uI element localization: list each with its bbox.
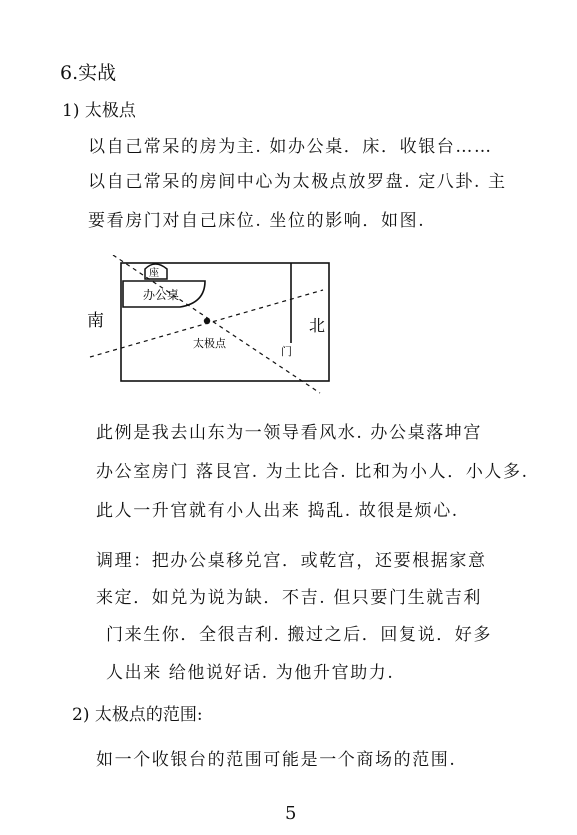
paragraph-line: 来定．如兑为说为缺．不吉. 但只要门生就吉利 (96, 588, 483, 608)
section-title: 6.实战 (60, 62, 117, 84)
paragraph-line: 此人一升官就有小人出来 捣乱. 故很是烦心. (96, 501, 459, 521)
seat-label: 座 (149, 268, 159, 279)
door-label: 门 (281, 345, 292, 358)
paragraph-line: 人出来 给他说好话. 为他升官助力. (106, 663, 395, 683)
paragraph-line: 如一个收银台的范围可能是一个商场的范围. (96, 750, 457, 770)
taiji-point-dot (204, 318, 210, 324)
paragraph-line: 以自己常呆的房为主. 如办公桌．床．收银台…… (88, 137, 493, 157)
page-number: 5 (285, 803, 297, 824)
north-label: 北 (309, 316, 326, 335)
paragraph-line: 此例是我去山东为一领导看风水. 办公桌落坤宫 (96, 423, 483, 443)
desk-label: 办公桌 (143, 288, 180, 302)
taiji-point-label: 太极点 (193, 337, 226, 350)
subsection-title-taiji-point: 1) 太极点 (62, 101, 136, 121)
paragraph-line: 办公室房门 落艮宫. 为土比合. 比和为小人．小人多. (96, 462, 529, 482)
room-diagram (85, 255, 355, 400)
south-label: 南 (87, 311, 104, 331)
paragraph-line: 以自己常呆的房间中心为太极点放罗盘. 定八卦. 主 (88, 172, 507, 192)
dashed-axis-2 (113, 255, 320, 393)
subsection-title-range: 2) 太极点的范围: (72, 705, 203, 725)
paragraph-line: 要看房门对自己床位. 坐位的影响．如图. (88, 211, 426, 231)
paragraph-line: 门来生你．全很吉利. 搬过之后．回复说．好多 (106, 625, 493, 645)
paragraph-line: 调理：把办公桌移兑宫．或乾宫，还要根据家意 (96, 551, 487, 571)
